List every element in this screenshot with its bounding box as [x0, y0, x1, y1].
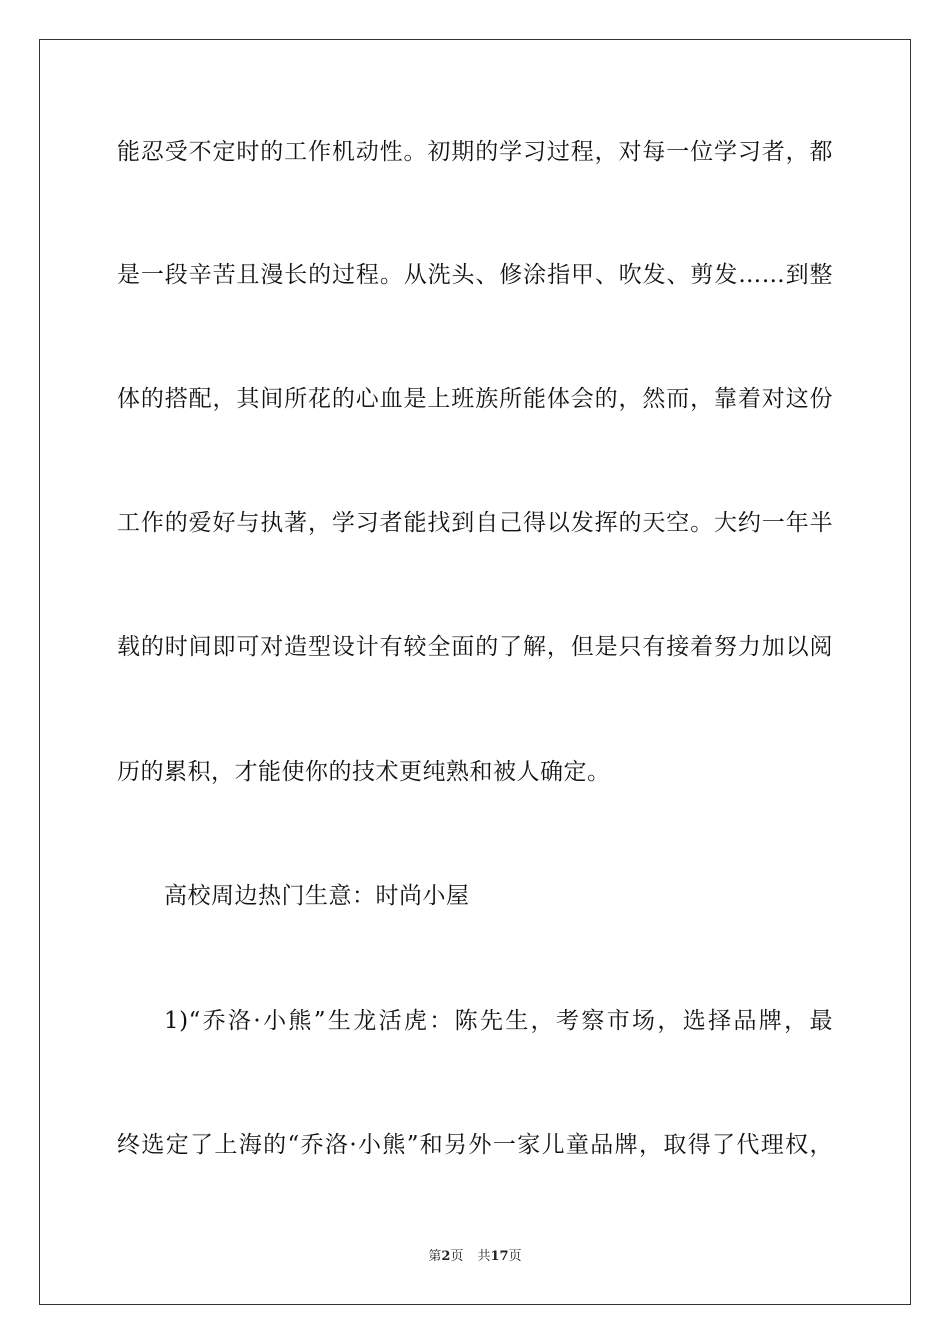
list-item-text-line: 1)“乔洛·小熊”生龙活虎：陈先生，考察市场，选择品牌，最 [164, 1008, 833, 1034]
total-suffix: 页 [508, 1249, 522, 1264]
body-text-line: 历的累积，才能使你的技术更纯熟和被人确定。 [117, 759, 611, 785]
section-heading: 高校周边热门生意：时尚小屋 [164, 883, 470, 909]
body-text-line: 是一段辛苦且漫长的过程。从洗头、修涂指甲、吹发、剪发……到整 [117, 262, 833, 288]
body-text-line: 载的时间即可对造型设计有较全面的了解，但是只有接着努力加以阅 [117, 634, 833, 660]
page-footer [0, 1248, 950, 1266]
body-text-line: 工作的爱好与执著，学习者能找到自己得以发挥的天空。大约一年半 [117, 510, 833, 536]
total-prefix: 共 [477, 1249, 491, 1264]
page-prefix: 第 [428, 1249, 442, 1264]
page-number: 2 [441, 1249, 451, 1264]
page-suffix: 页 [450, 1249, 464, 1264]
list-item-text-line: 终选定了上海的“乔洛·小熊”和另外一家儿童品牌，取得了代理权， [117, 1132, 833, 1158]
body-text-line: 能忍受不定时的工作机动性。初期的学习过程，对每一位学习者，都 [117, 139, 833, 165]
page-border [39, 39, 911, 1305]
total-pages: 17 [490, 1249, 509, 1264]
body-text-line: 体的搭配，其间所花的心血是上班族所能体会的，然而，靠着对这份 [117, 386, 833, 412]
